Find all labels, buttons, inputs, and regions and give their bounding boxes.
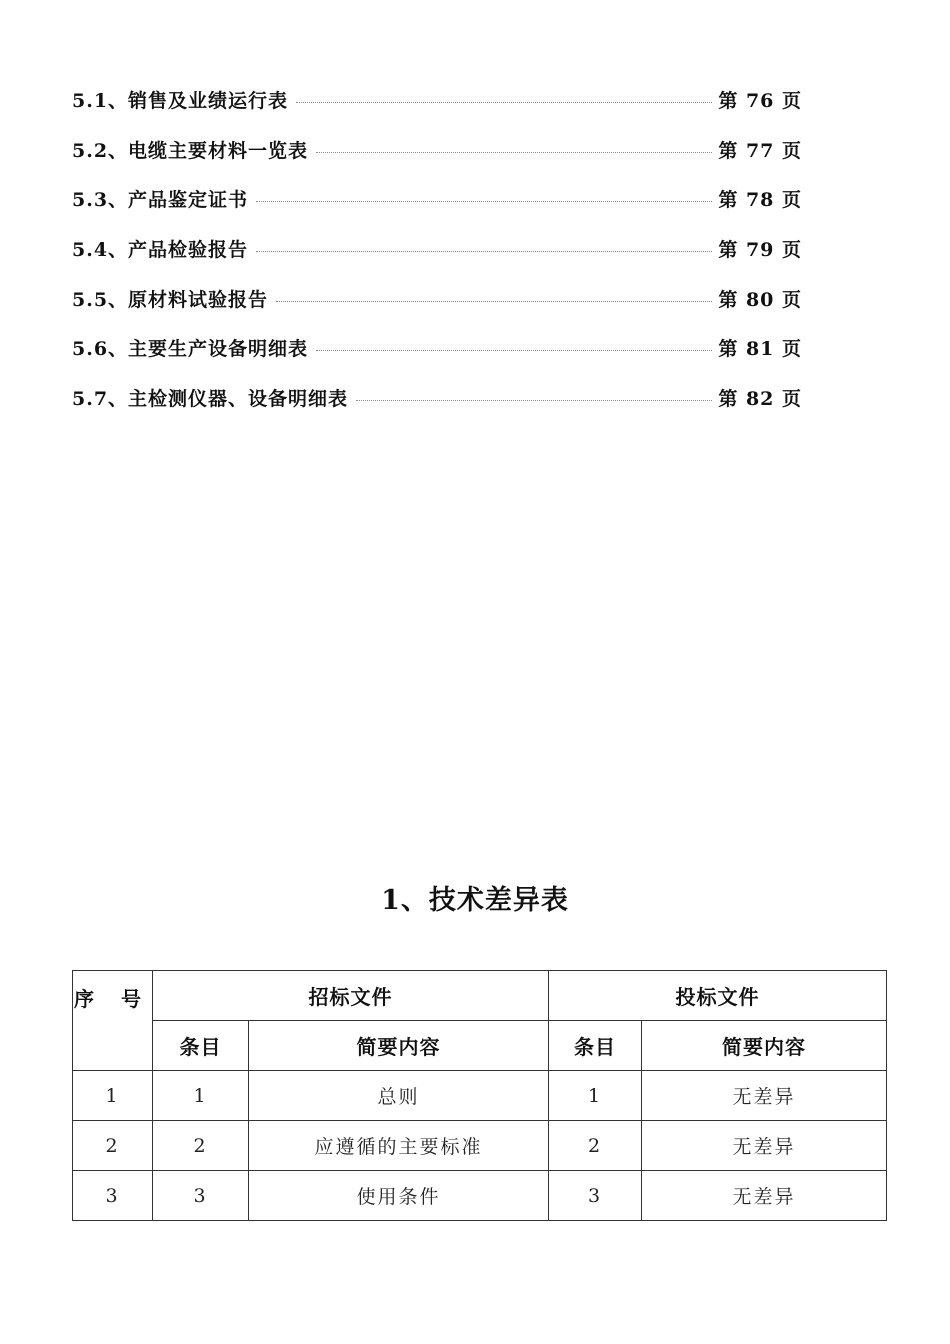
toc-entry-5-1[interactable] <box>72 86 802 136</box>
table-of-contents <box>72 86 802 434</box>
header-bid-content: 简要内容 <box>642 1021 887 1071</box>
toc-entry-label: 5.6、主要生产设备明细表 <box>72 338 309 361</box>
header-tender-item: 条目 <box>153 1021 249 1071</box>
cell-bid-content: 无差异 <box>642 1171 887 1221</box>
table-header-row <box>73 971 887 1021</box>
toc-entry-page: 第 76 页 <box>718 90 802 112</box>
cell-seq: 1 <box>73 1071 153 1121</box>
toc-dot-leader <box>356 400 712 401</box>
cell-seq: 2 <box>73 1121 153 1171</box>
toc-entry-page: 第 77 页 <box>718 139 802 162</box>
header-bid-document: 投标文件 <box>549 971 887 1021</box>
toc-entry-page: 第 82 页 <box>718 388 802 411</box>
toc-entry-page: 第 80 页 <box>718 288 802 311</box>
toc-dot-leader <box>316 350 712 351</box>
toc-entry-5-5[interactable] <box>72 285 802 335</box>
header-seq: 序 号 <box>73 971 153 1071</box>
header-tender-content: 简要内容 <box>249 1021 549 1071</box>
toc-entry-5-6[interactable] <box>72 334 802 384</box>
section-title: 1、技术差异表 <box>381 885 569 916</box>
cell-tender-item: 3 <box>153 1171 249 1221</box>
toc-entry-label: 5.3、产品鉴定证书 <box>72 189 249 212</box>
table-row <box>73 1171 887 1221</box>
toc-entry-page: 第 79 页 <box>718 239 802 262</box>
toc-entry-label: 5.4、产品检验报告 <box>72 239 249 262</box>
toc-dot-leader <box>296 102 712 103</box>
toc-entry-page: 第 78 页 <box>718 189 802 212</box>
toc-dot-leader <box>276 301 712 302</box>
cell-bid-item: 1 <box>549 1071 642 1121</box>
header-bid-item: 条目 <box>549 1021 642 1071</box>
cell-tender-item: 1 <box>153 1071 249 1121</box>
cell-bid-item: 2 <box>549 1121 642 1171</box>
toc-entry-page: 第 81 页 <box>718 338 802 361</box>
cell-bid-item: 3 <box>549 1171 642 1221</box>
table-row <box>73 1121 887 1171</box>
cell-bid-content: 无差异 <box>642 1071 887 1121</box>
toc-entry-label: 5.2、电缆主要材料一览表 <box>72 139 309 162</box>
technical-difference-table <box>72 970 887 1221</box>
cell-tender-content: 应遵循的主要标准 <box>249 1121 549 1171</box>
toc-entry-label: 5.1、销售及业绩运行表 <box>72 90 289 112</box>
table-subheader-row <box>73 1021 887 1071</box>
toc-entry-5-2[interactable] <box>72 136 802 186</box>
cell-tender-item: 2 <box>153 1121 249 1171</box>
cell-bid-content: 无差异 <box>642 1121 887 1171</box>
toc-entry-5-4[interactable] <box>72 235 802 285</box>
cell-tender-content: 总则 <box>249 1071 549 1121</box>
toc-entry-label: 5.7、主检测仪器、设备明细表 <box>72 388 349 411</box>
toc-dot-leader <box>256 251 712 252</box>
toc-dot-leader <box>316 152 712 153</box>
header-tender-document: 招标文件 <box>153 971 549 1021</box>
toc-entry-5-3[interactable] <box>72 185 802 235</box>
toc-entry-5-7[interactable] <box>72 384 802 434</box>
toc-entry-label: 5.5、原材料试验报告 <box>72 288 269 311</box>
cell-seq: 3 <box>73 1171 153 1221</box>
table-row <box>73 1071 887 1121</box>
toc-dot-leader <box>256 201 712 202</box>
cell-tender-content: 使用条件 <box>249 1171 549 1221</box>
